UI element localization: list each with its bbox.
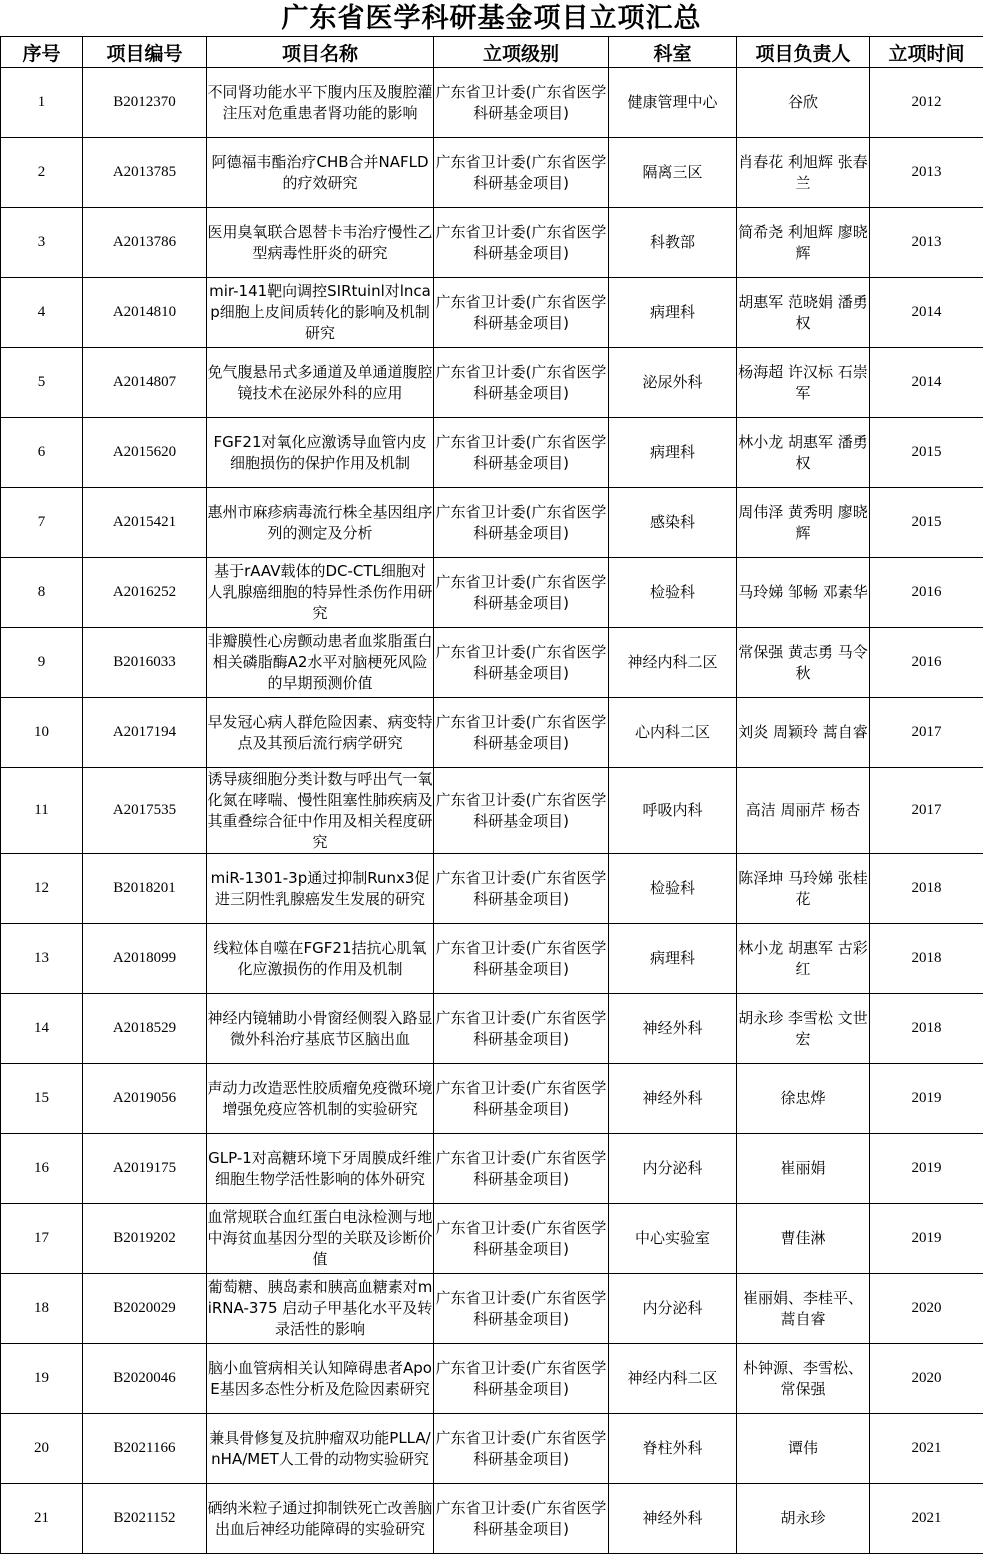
cell-level: 广东省卫计委(广东省医学科研基金项目): [434, 854, 609, 924]
cell-leader: 肖春花 利旭辉 张春兰: [737, 138, 870, 208]
cell-dept: 神经内科二区: [609, 1344, 737, 1414]
cell-year: 2016: [870, 558, 983, 628]
cell-level: 广东省卫计委(广东省医学科研基金项目): [434, 628, 609, 698]
table-row: [1, 488, 983, 558]
cell-year: 2018: [870, 854, 983, 924]
cell-dept: 科教部: [609, 208, 737, 278]
cell-no: 21: [1, 1484, 83, 1554]
cell-leader: 胡永珍 李雪松 文世宏: [737, 994, 870, 1064]
cell-no: 7: [1, 488, 83, 558]
cell-dept: 脊柱外科: [609, 1414, 737, 1484]
table-row: [1, 1274, 983, 1344]
cell-leader: 陈泽坤 马玲娣 张桂花: [737, 854, 870, 924]
table-row: [1, 1064, 983, 1134]
sheet-title: 广东省医学科研基金项目立项汇总: [0, 0, 983, 36]
cell-year: 2016: [870, 628, 983, 698]
cell-code: A2015620: [83, 418, 207, 488]
cell-no: 9: [1, 628, 83, 698]
cell-leader: 周伟泽 黄秀明 廖晓辉: [737, 488, 870, 558]
cell-level: 广东省卫计委(广东省医学科研基金项目): [434, 488, 609, 558]
cell-code: A2013786: [83, 208, 207, 278]
cell-code: A2017194: [83, 698, 207, 768]
cell-year: 2014: [870, 278, 983, 348]
cell-level: 广东省卫计委(广东省医学科研基金项目): [434, 1344, 609, 1414]
table-row: [1, 1484, 983, 1554]
cell-year: 2015: [870, 488, 983, 558]
cell-dept: 健康管理中心: [609, 68, 737, 138]
table-row: [1, 348, 983, 418]
cell-leader: 谷欣: [737, 68, 870, 138]
cell-year: 2015: [870, 418, 983, 488]
cell-year: 2012: [870, 68, 983, 138]
cell-level: 广东省卫计委(广东省医学科研基金项目): [434, 1414, 609, 1484]
cell-code: B2016033: [83, 628, 207, 698]
cell-code: A2013785: [83, 138, 207, 208]
cell-leader: 杨海超 许汉标 石崇军: [737, 348, 870, 418]
cell-name: 脑小血管病相关认知障碍患者ApoE基因多态性分析及危险因素研究: [207, 1344, 434, 1414]
cell-name: FGF21对氧化应激诱导血管内皮细胞损伤的保护作用及机制: [207, 418, 434, 488]
cell-dept: 神经外科: [609, 994, 737, 1064]
cell-year: 2017: [870, 698, 983, 768]
cell-level: 广东省卫计委(广东省医学科研基金项目): [434, 1274, 609, 1344]
header-no: 序号: [1, 37, 83, 68]
cell-code: B2018201: [83, 854, 207, 924]
cell-leader: 谭伟: [737, 1414, 870, 1484]
cell-no: 13: [1, 924, 83, 994]
cell-name: mir-141靶向调控SIRtuinl对lncap细胞上皮间质转化的影响及机制研究: [207, 278, 434, 348]
cell-leader: 刘炎 周颖玲 蒿自睿: [737, 698, 870, 768]
cell-name: miR-1301-3p通过抑制Runx3促进三阴性乳腺癌发生发展的研究: [207, 854, 434, 924]
table-row: [1, 418, 983, 488]
cell-level: 广东省卫计委(广东省医学科研基金项目): [434, 1484, 609, 1554]
cell-no: 17: [1, 1204, 83, 1274]
cell-level: 广东省卫计委(广东省医学科研基金项目): [434, 1134, 609, 1204]
cell-level: 广东省卫计委(广东省医学科研基金项目): [434, 348, 609, 418]
cell-name: 基于rAAV载体的DC-CTL细胞对人乳腺癌细胞的特异性杀伤作用研究: [207, 558, 434, 628]
cell-dept: 内分泌科: [609, 1274, 737, 1344]
cell-code: A2018529: [83, 994, 207, 1064]
cell-year: 2013: [870, 208, 983, 278]
cell-year: 2019: [870, 1064, 983, 1134]
cell-code: B2021152: [83, 1484, 207, 1554]
project-table: [0, 36, 983, 1554]
cell-no: 3: [1, 208, 83, 278]
cell-level: 广东省卫计委(广东省医学科研基金项目): [434, 924, 609, 994]
cell-name: 阿德福韦酯治疗CHB合并NAFLD的疗效研究: [207, 138, 434, 208]
cell-no: 16: [1, 1134, 83, 1204]
cell-leader: 徐忠烨: [737, 1064, 870, 1134]
header-year: 立项时间: [870, 37, 983, 68]
cell-level: 广东省卫计委(广东省医学科研基金项目): [434, 994, 609, 1064]
cell-level: 广东省卫计委(广东省医学科研基金项目): [434, 1064, 609, 1134]
cell-name: 免气腹悬吊式多通道及单通道腹腔镜技术在泌尿外科的应用: [207, 348, 434, 418]
cell-name: 非瓣膜性心房颤动患者血浆脂蛋白相关磷脂酶A2水平对脑梗死风险的早期预测价值: [207, 628, 434, 698]
cell-level: 广东省卫计委(广东省医学科研基金项目): [434, 68, 609, 138]
cell-name: 声动力改造恶性胶质瘤免疫微环境增强免疫应答机制的实验研究: [207, 1064, 434, 1134]
table-row: [1, 768, 983, 854]
cell-dept: 感染科: [609, 488, 737, 558]
cell-no: 11: [1, 768, 83, 854]
cell-leader: 林小龙 胡惠军 古彩红: [737, 924, 870, 994]
cell-code: A2019056: [83, 1064, 207, 1134]
cell-code: A2017535: [83, 768, 207, 854]
cell-leader: 简希尧 利旭辉 廖晓辉: [737, 208, 870, 278]
cell-no: 6: [1, 418, 83, 488]
table-row: [1, 1134, 983, 1204]
cell-year: 2014: [870, 348, 983, 418]
cell-name: 医用臭氧联合恩替卡韦治疗慢性乙型病毒性肝炎的研究: [207, 208, 434, 278]
header-dept: 科室: [609, 37, 737, 68]
cell-code: A2018099: [83, 924, 207, 994]
cell-leader: 胡永珍: [737, 1484, 870, 1554]
table-row: [1, 698, 983, 768]
header-level: 立项级别: [434, 37, 609, 68]
table-row: [1, 208, 983, 278]
cell-name: 葡萄糖、胰岛素和胰高血糖素对miRNA-375 启动子甲基化水平及转录活性的影响: [207, 1274, 434, 1344]
cell-dept: 中心实验室: [609, 1204, 737, 1274]
cell-dept: 心内科二区: [609, 698, 737, 768]
cell-name: 早发冠心病人群危险因素、病变特点及其预后流行病学研究: [207, 698, 434, 768]
cell-code: B2020029: [83, 1274, 207, 1344]
cell-name: 血常规联合血红蛋白电泳检测与地中海贫血基因分型的关联及诊断价值: [207, 1204, 434, 1274]
cell-level: 广东省卫计委(广东省医学科研基金项目): [434, 698, 609, 768]
cell-name: 惠州市麻疹病毒流行株全基因组序列的测定及分析: [207, 488, 434, 558]
cell-dept: 内分泌科: [609, 1134, 737, 1204]
cell-year: 2018: [870, 994, 983, 1064]
table-row: [1, 138, 983, 208]
cell-leader: 曹佳淋: [737, 1204, 870, 1274]
table-row: [1, 1204, 983, 1274]
table-row: [1, 68, 983, 138]
cell-name: 神经内镜辅助小骨窗经侧裂入路显微外科治疗基底节区脑出血: [207, 994, 434, 1064]
cell-dept: 病理科: [609, 278, 737, 348]
header-row: [1, 37, 983, 68]
cell-name: 硒纳米粒子通过抑制铁死亡改善脑出血后神经功能障碍的实验研究: [207, 1484, 434, 1554]
cell-level: 广东省卫计委(广东省医学科研基金项目): [434, 1204, 609, 1274]
cell-dept: 神经外科: [609, 1484, 737, 1554]
cell-leader: 常保强 黄志勇 马令秋: [737, 628, 870, 698]
cell-dept: 神经内科二区: [609, 628, 737, 698]
cell-code: A2016252: [83, 558, 207, 628]
cell-code: A2014807: [83, 348, 207, 418]
cell-year: 2020: [870, 1274, 983, 1344]
cell-name: GLP-1对高糖环境下牙周膜成纤维细胞生物学活性影响的体外研究: [207, 1134, 434, 1204]
table-row: [1, 278, 983, 348]
cell-no: 5: [1, 348, 83, 418]
cell-name: 诱导痰细胞分类计数与呼出气一氧化氮在哮喘、慢性阻塞性肺疾病及其重叠综合征中作用及相关程度研究: [207, 768, 434, 854]
header-leader: 项目负责人: [737, 37, 870, 68]
cell-level: 广东省卫计委(广东省医学科研基金项目): [434, 138, 609, 208]
cell-no: 14: [1, 994, 83, 1064]
cell-no: 15: [1, 1064, 83, 1134]
cell-year: 2021: [870, 1484, 983, 1554]
cell-level: 广东省卫计委(广东省医学科研基金项目): [434, 418, 609, 488]
cell-year: 2013: [870, 138, 983, 208]
header-code: 项目编号: [83, 37, 207, 68]
cell-no: 8: [1, 558, 83, 628]
cell-code: B2020046: [83, 1344, 207, 1414]
table-row: [1, 1344, 983, 1414]
cell-dept: 隔离三区: [609, 138, 737, 208]
table-row: [1, 924, 983, 994]
cell-code: B2019202: [83, 1204, 207, 1274]
cell-dept: 检验科: [609, 558, 737, 628]
table-row: [1, 1414, 983, 1484]
header-name: 项目名称: [207, 37, 434, 68]
cell-leader: 林小龙 胡惠军 潘勇权: [737, 418, 870, 488]
table-row: [1, 628, 983, 698]
cell-level: 广东省卫计委(广东省医学科研基金项目): [434, 768, 609, 854]
cell-code: A2015421: [83, 488, 207, 558]
cell-year: 2017: [870, 768, 983, 854]
cell-code: A2014810: [83, 278, 207, 348]
cell-year: 2019: [870, 1134, 983, 1204]
cell-no: 10: [1, 698, 83, 768]
cell-no: 4: [1, 278, 83, 348]
cell-no: 1: [1, 68, 83, 138]
cell-no: 18: [1, 1274, 83, 1344]
cell-leader: 崔丽娟: [737, 1134, 870, 1204]
cell-leader: 朴钟源、李雪松、常保强: [737, 1344, 870, 1414]
cell-leader: 马玲娣 邹畅 邓素华: [737, 558, 870, 628]
table-row: [1, 854, 983, 924]
cell-no: 19: [1, 1344, 83, 1414]
cell-code: A2019175: [83, 1134, 207, 1204]
table-row: [1, 558, 983, 628]
table-row: [1, 994, 983, 1064]
cell-year: 2019: [870, 1204, 983, 1274]
cell-level: 广东省卫计委(广东省医学科研基金项目): [434, 558, 609, 628]
cell-leader: 崔丽娟、李桂平、蒿自睿: [737, 1274, 870, 1344]
cell-dept: 神经外科: [609, 1064, 737, 1134]
cell-name: 不同肾功能水平下腹内压及腹腔灌注压对危重患者肾功能的影响: [207, 68, 434, 138]
cell-no: 20: [1, 1414, 83, 1484]
cell-leader: 胡惠军 范晓娟 潘勇权: [737, 278, 870, 348]
cell-dept: 泌尿外科: [609, 348, 737, 418]
cell-leader: 高洁 周丽芹 杨杏: [737, 768, 870, 854]
cell-name: 线粒体自噬在FGF21拮抗心肌氧化应激损伤的作用及机制: [207, 924, 434, 994]
cell-name: 兼具骨修复及抗肿瘤双功能PLLA/nHA/MET人工骨的动物实验研究: [207, 1414, 434, 1484]
cell-dept: 检验科: [609, 854, 737, 924]
cell-no: 2: [1, 138, 83, 208]
cell-year: 2021: [870, 1414, 983, 1484]
cell-code: B2021166: [83, 1414, 207, 1484]
cell-dept: 病理科: [609, 418, 737, 488]
cell-no: 12: [1, 854, 83, 924]
cell-level: 广东省卫计委(广东省医学科研基金项目): [434, 208, 609, 278]
cell-dept: 病理科: [609, 924, 737, 994]
cell-level: 广东省卫计委(广东省医学科研基金项目): [434, 278, 609, 348]
cell-dept: 呼吸内科: [609, 768, 737, 854]
cell-year: 2018: [870, 924, 983, 994]
cell-year: 2020: [870, 1344, 983, 1414]
cell-code: B2012370: [83, 68, 207, 138]
